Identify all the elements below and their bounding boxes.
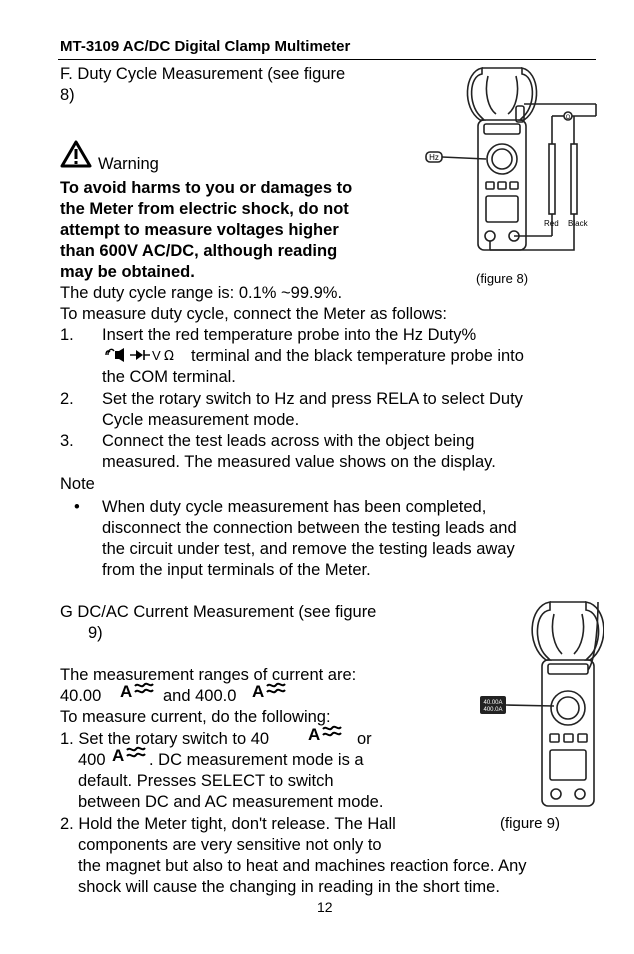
step-text: or <box>357 730 372 748</box>
step-text: 1. Set the rotary switch to 40 <box>60 730 270 748</box>
figure-9-label-range-b: 400.0A <box>483 707 503 713</box>
step-text: components are very sensitive not only to <box>78 836 382 854</box>
step-text: Set the rotary switch to Hz and press RELA to select Duty <box>102 390 523 408</box>
warning-text-line: attempt to measure voltages higher <box>60 221 339 239</box>
section-f-heading-line2: 8) <box>60 86 75 104</box>
figure-8-label-load: Ω <box>565 115 571 121</box>
step-text: Connect the test leads across with the object being <box>102 432 475 450</box>
note-text-line: When duty cycle measurement has been completed, <box>102 498 487 516</box>
figure-8-illustration <box>424 64 600 270</box>
step-number: 1. <box>60 326 74 344</box>
step-text: measured. The measured value shows on the display. <box>102 453 496 471</box>
step-text: between DC and AC measurement mode. <box>78 793 384 811</box>
step-text: Cycle measurement mode. <box>102 411 300 429</box>
figure-8-label-red: Red <box>544 219 559 228</box>
warning-text-line: may be obtained. <box>60 263 195 281</box>
note-text-line: the circuit under test, and remove the testing leads away <box>102 540 515 558</box>
svg-text:A: A <box>252 682 265 701</box>
svg-text:A: A <box>308 725 321 744</box>
warning-text-line: than 600V AC/DC, although reading <box>60 242 338 260</box>
duty-intro-text: To measure duty cycle, connect the Meter as follows: <box>60 305 448 323</box>
step-text: default. Presses SELECT to switch <box>78 772 334 790</box>
duty-range-text: The duty cycle range is: 0.1% ~99.9%. <box>60 284 343 302</box>
figure-8-caption: (figure 8) <box>476 271 529 286</box>
ac-dc-amp-icon <box>308 723 346 745</box>
note-text-line: disconnect the connection between the testing leads and <box>102 519 517 537</box>
ranges-text: The measurement ranges of current are: <box>60 666 357 684</box>
document-title: MT-3109 AC/DC Digital Clamp Multimeter <box>60 38 351 55</box>
note-bullet: • <box>74 498 80 516</box>
figure-9-illustration <box>478 600 604 812</box>
step-text: Insert the red temperature probe into the Hz Duty% <box>102 326 477 344</box>
section-g-heading-line2: 9) <box>88 624 103 642</box>
step-text: . DC measurement mode is a <box>149 751 364 769</box>
section-g-heading-line1: G DC/AC Current Measurement (see figure <box>60 603 377 621</box>
svg-text:Ω: Ω <box>164 349 174 363</box>
warning-text-line: To avoid harms to you or damages to <box>60 179 353 197</box>
current-intro-text: To measure current, do the following: <box>60 708 331 726</box>
step-text: terminal and the black temperature probe into <box>191 347 524 365</box>
svg-text:V: V <box>152 348 161 363</box>
step-number: 3. <box>60 432 74 450</box>
step-text: 400 <box>78 751 106 769</box>
terminal-symbols-icon <box>104 347 186 363</box>
ac-dc-amp-icon <box>120 680 158 702</box>
warning-icon <box>60 140 92 168</box>
step-text: 2. Hold the Meter tight, don't release. The Hall <box>60 815 396 833</box>
svg-text:A: A <box>112 746 125 765</box>
ac-dc-amp-icon <box>252 680 290 702</box>
step-text: the COM terminal. <box>102 368 236 386</box>
figure-9-label-range-a: 40.00A <box>483 700 503 706</box>
page-number: 12 <box>317 899 333 915</box>
range-value: and 400.0 <box>163 687 237 705</box>
figure-8-label-hz: Hz <box>429 153 439 162</box>
note-label: Note <box>60 475 95 493</box>
ac-dc-amp-icon <box>112 744 150 766</box>
step-number: 2. <box>60 390 74 408</box>
range-value: 40.00 <box>60 687 102 705</box>
svg-text:A: A <box>120 682 133 701</box>
note-text-line: from the input terminals of the Meter. <box>102 561 371 579</box>
header-rule <box>58 59 596 60</box>
section-f-heading-line1: F. Duty Cycle Measurement (see figure <box>60 65 346 83</box>
step-text: the magnet but also to heat and machines reaction force. Any <box>78 857 527 875</box>
figure-9-caption: (figure 9) <box>500 815 561 832</box>
figure-8-label-black: Black <box>568 219 588 228</box>
warning-text-line: the Meter from electric shock, do not <box>60 200 349 218</box>
warning-label: Warning <box>98 155 159 173</box>
step-text: shock will cause the changing in reading in the short time. <box>78 878 500 896</box>
